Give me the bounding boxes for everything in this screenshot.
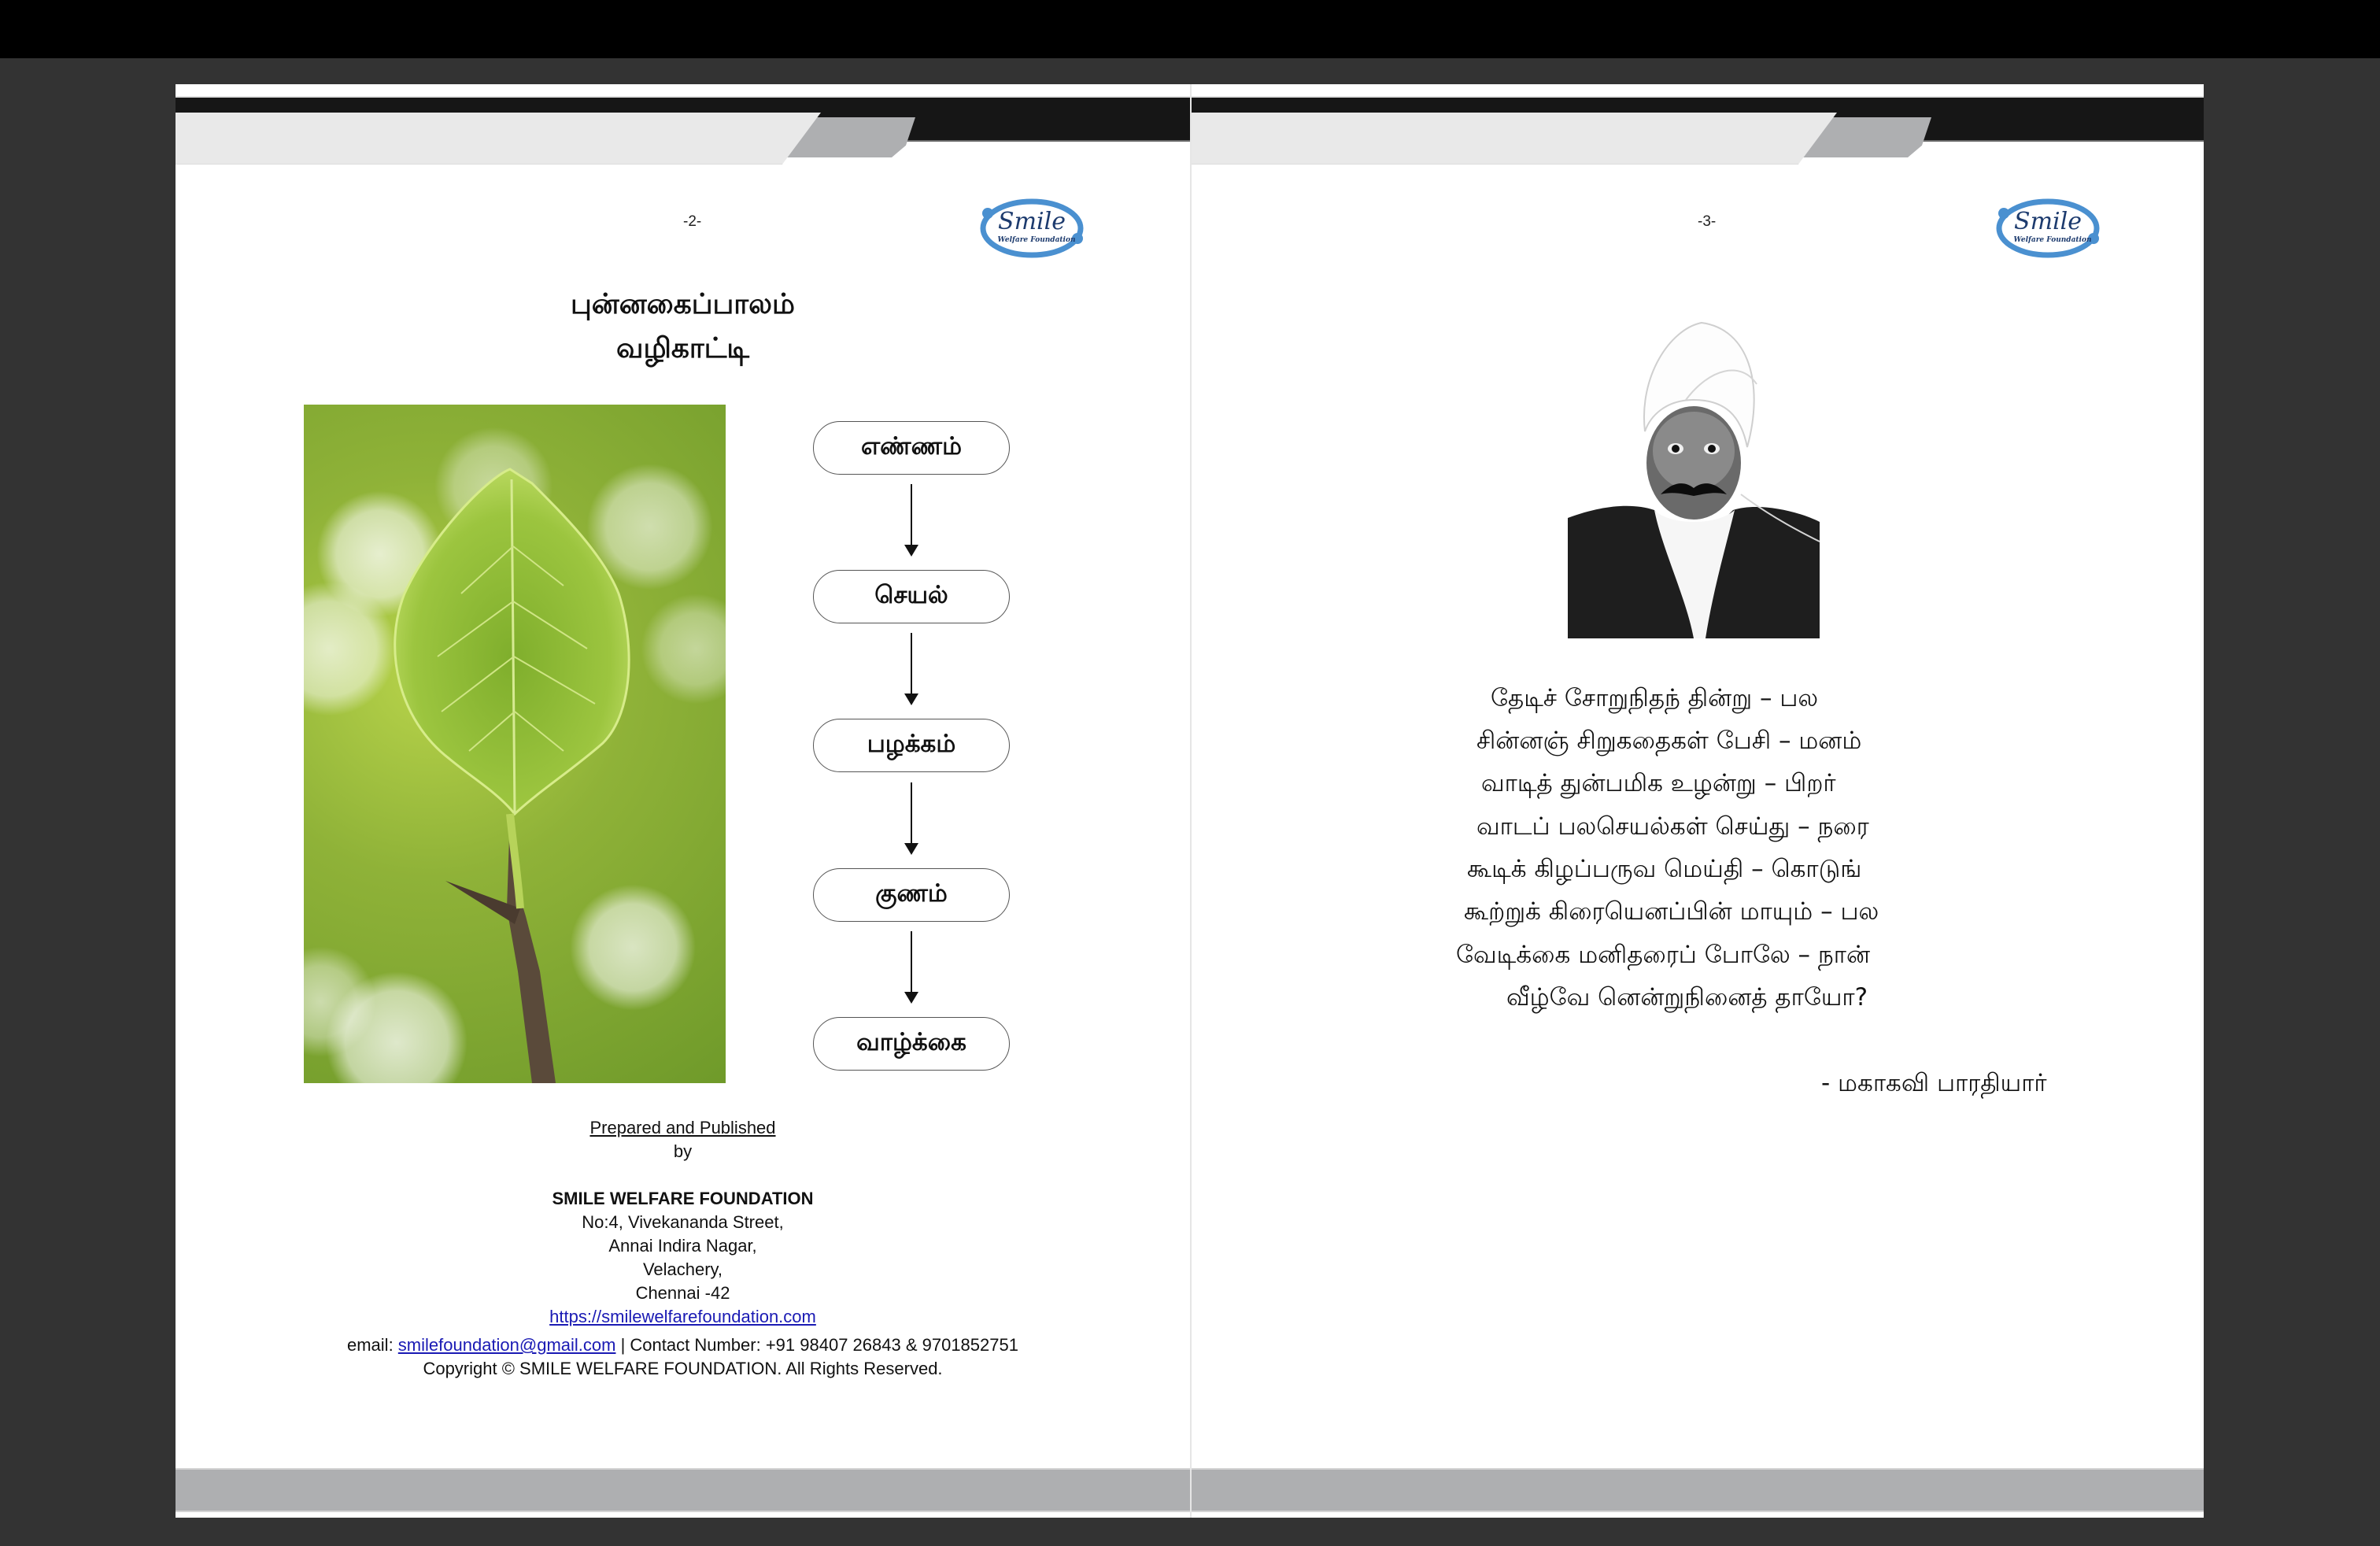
smile-logo [977,194,1087,262]
title-line-1: புன்னகைப்பாலம் [571,288,795,320]
poem-line: தேடிச் சோறுநிதந் தின்று – பல [1491,684,1819,712]
smile-logo [1993,194,2103,262]
flow-node-action: செயல் [813,570,1010,623]
publisher-block [176,1116,1190,1381]
svg-text:Welfare Foundation: Welfare Foundation [2013,236,2092,244]
poem-line: வீழ்வே னென்றுநினைத் தாயோ? [1506,983,1868,1012]
title-line-2: வழிகாட்டி [615,332,750,364]
poem-line: வாடித் துன்பமிக உழன்று – பிறர் [1481,769,1836,797]
leaf-image [304,405,726,1083]
poem-line: கூற்றுக் கிரையெனப்பின் மாயும் – பல [1464,897,1879,926]
address-line-2: Annai Indira Nagar, [608,1236,757,1256]
poem-attribution: - மகாகவி பாரதியார் [1821,1069,2047,1097]
arrow-down-icon [910,782,913,855]
footer-bar [1192,1468,2204,1512]
flow-node-life: வாழ்க்கை [813,1017,1010,1071]
page-number: -2- [683,213,702,230]
svg-text:Smile: Smile [998,208,1066,235]
flow-node-character: குணம் [813,868,1010,922]
smile-logo-icon [1993,194,2103,262]
smile-logo-icon [977,194,1087,262]
header-light-tab [176,113,821,165]
org-name: SMILE WELFARE FOUNDATION [552,1189,814,1208]
footer-bar [176,1468,1190,1512]
arrow-down-icon [910,484,913,557]
flow-node-thought: எண்ணம் [813,421,1010,475]
arrow-down-icon [910,931,913,1004]
svg-text:Welfare Foundation: Welfare Foundation [997,236,1076,244]
address-line-4: Chennai -42 [635,1283,730,1303]
page-number: -3- [1698,213,1717,230]
portrait-icon [1568,313,1820,638]
by-label: by [673,1141,693,1161]
address-line-3: Velachery, [642,1259,723,1279]
copyright: Copyright © SMILE WELFARE FOUNDATION. All Rights Reserved. [423,1359,943,1378]
portrait-image [1568,313,1820,638]
page-title [176,283,1190,371]
document-spread [176,84,2204,1518]
arrow-down-icon [910,633,913,705]
poem-line: சின்னஞ் சிறுகதைகள் பேசி – மனம் [1476,727,1862,755]
page-2 [176,84,1190,1518]
website-link[interactable]: https://smilewelfarefoundation.com [549,1307,816,1326]
poem-line: வேடிக்கை மனிதரைப் போலே – நான் [1456,941,1871,969]
page-3 [1190,84,2204,1518]
leaf-icon [304,405,726,1083]
prepared-label: Prepared and Published [589,1118,776,1137]
svg-text:Smile: Smile [2014,208,2082,235]
address-line-1: No:4, Vivekananda Street, [582,1212,784,1232]
contact-number: | Contact Number: +91 98407 26843 & 9701852751 [615,1335,1018,1355]
poem-line: வாடப் பலசெயல்கள் செய்து – நரை [1476,812,1869,841]
flow-node-habit: பழக்கம் [813,719,1010,772]
email-label: email: [347,1335,398,1355]
contact-line [176,1333,1190,1357]
poem-line: கூடிக் கிழப்பருவ மெய்தி – கொடுங் [1467,855,1862,883]
viewer-top-bar [0,0,2380,58]
header-light-tab [1192,113,1837,165]
email-link[interactable]: smilefoundation@gmail.com [397,1335,616,1355]
